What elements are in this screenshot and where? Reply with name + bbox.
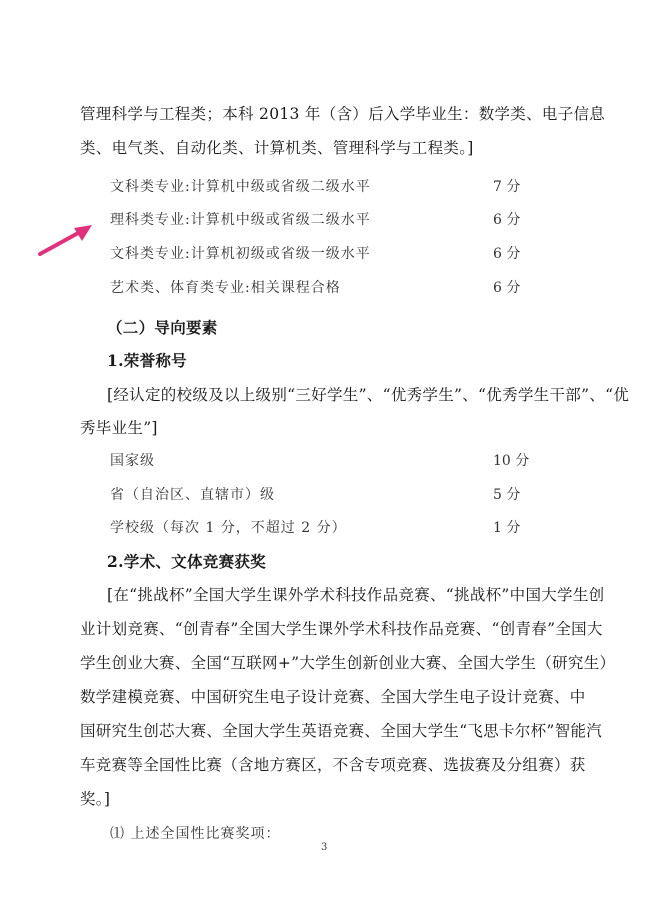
honor-level-label: 学校级（每次 1 分，不超过 2 分） (110, 520, 347, 536)
annotation-arrow-icon (36, 222, 96, 262)
honor-level-label: 省（自治区、直辖市）级 (110, 487, 275, 503)
item1-title: 1.荣誉称号 (107, 351, 187, 370)
computer-level-score: 6 分 (493, 246, 521, 262)
computer-level-score: 6 分 (493, 280, 521, 296)
item2-note-line: 业计划竞赛、“创青春”全国大学生课外学术科技作品竞赛、“创青春”全国大 (80, 620, 603, 638)
item2-note-line: [在“挑战杯”全国大学生课外学术科技作品竞赛、“挑战杯”中国大学生创 (107, 586, 605, 604)
computer-level-score: 7 分 (493, 179, 521, 195)
item2-note-line: 数学建模竞赛、中国研究生电子设计竞赛、全国大学生电子设计竞赛、中 (80, 688, 586, 706)
item1-note-line: 秀毕业生”] (80, 419, 158, 437)
honor-level-score: 10 分 (493, 453, 530, 469)
item2-note-line: 车竞赛等全国性比赛（含地方赛区，不含专项竞赛、选拔赛及分组赛）获 (80, 756, 586, 774)
item2-note-line: 奖。] (80, 790, 111, 808)
section-heading: （二）导向要素 (107, 319, 218, 337)
continuation-line-2: 类、电气类、自动化类、计算机类、管理科学与工程类。] (80, 139, 474, 157)
item1-note-line: [经认定的校级及以上级别“三好学生”、“优秀学生”、“优秀学生干部”、“优 (107, 386, 630, 404)
computer-level-score: 6 分 (493, 212, 521, 228)
honor-level-score: 1 分 (493, 520, 521, 536)
sub-item-1: ⑴ 上述全国性比赛奖项： (110, 826, 281, 842)
continuation-line-1: 管理科学与工程类；本科 2013 年（含）后入学毕业生：数学类、电子信息 (80, 105, 606, 123)
item2-title: 2.学术、文体竞赛获奖 (107, 552, 266, 571)
computer-level-label: 理科类专业:计算机中级或省级二级水平 (110, 212, 371, 228)
computer-level-label: 文科类专业:计算机中级或省级二级水平 (110, 179, 371, 195)
item2-note-line: 国研究生创芯大赛、全国大学生英语竞赛、全国大学生“飞思卡尔杯”智能汽 (80, 722, 603, 740)
computer-level-label: 艺术类、体育类专业:相关课程合格 (110, 280, 341, 296)
page-number: 3 (321, 842, 328, 853)
computer-level-label: 文科类专业:计算机初级或省级一级水平 (110, 246, 371, 262)
honor-level-label: 国家级 (110, 453, 155, 469)
item2-note-line: 学生创业大赛、全国“互联网+”大学生创新创业大赛、全国大学生（研究生） (80, 654, 616, 672)
honor-level-score: 5 分 (493, 487, 521, 503)
